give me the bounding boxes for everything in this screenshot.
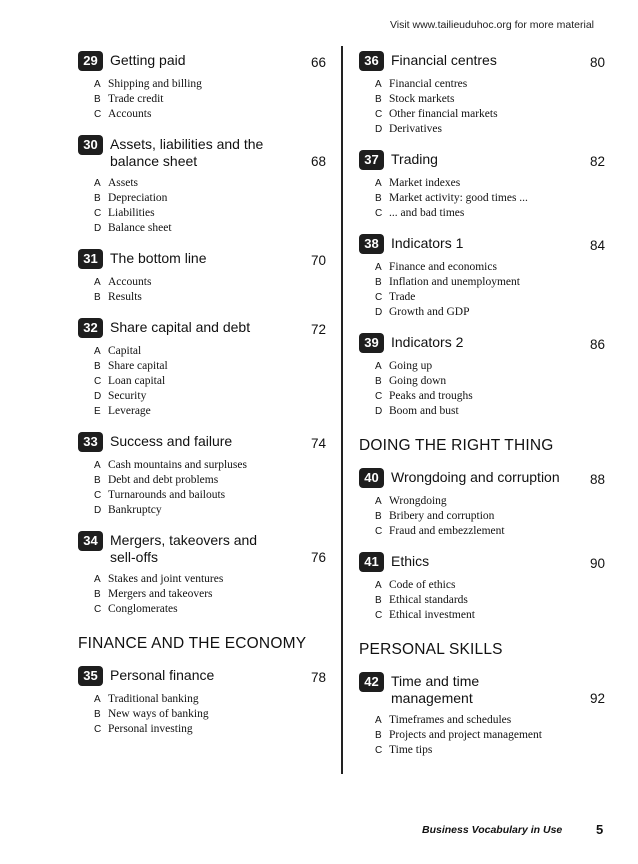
section-letter: C [375, 745, 383, 756]
section-item [375, 578, 605, 593]
section-letter: D [375, 307, 383, 318]
section-list [78, 77, 326, 122]
section-item [375, 92, 605, 107]
section-title: Code of ethics [389, 579, 456, 591]
unit-number-badge: 31 [78, 249, 103, 269]
column-divider [341, 46, 343, 774]
section-item [94, 707, 326, 722]
section-letter: B [94, 475, 101, 486]
unit-number-badge: 41 [359, 552, 384, 572]
section-letter: B [94, 589, 101, 600]
section-title: Results [108, 291, 142, 303]
section-letter: A [94, 277, 101, 288]
section-letter: C [375, 526, 383, 537]
unit-entry[interactable] [78, 532, 326, 617]
section-letter: D [94, 391, 102, 402]
section-item [375, 260, 605, 275]
unit-page-number: 78 [310, 670, 326, 685]
section-title: Financial centres [389, 78, 468, 90]
section-item [375, 176, 605, 191]
section-title: Growth and GDP [389, 306, 470, 318]
unit-number-badge: 35 [78, 666, 103, 686]
section-title: Market activity: good times ... [389, 192, 528, 204]
section-list [359, 260, 605, 320]
section-letter: B [375, 277, 382, 288]
section-item [94, 275, 326, 290]
section-title: Other financial markets [389, 108, 498, 120]
section-letter: C [94, 604, 102, 615]
section-title: Shipping and billing [108, 78, 202, 90]
section-title: Assets [108, 177, 139, 189]
section-title: Loan capital [108, 375, 166, 387]
unit-page-number: 90 [589, 556, 605, 571]
section-title: Bribery and corruption [389, 510, 495, 522]
section-item [375, 713, 605, 728]
section-title: Turnarounds and bailouts [108, 489, 226, 501]
section-item [375, 608, 605, 623]
section-list [359, 578, 605, 623]
unit-title[interactable]: Personal finance [110, 667, 215, 683]
section-letter: C [94, 724, 102, 735]
section-item [94, 221, 326, 236]
section-item [94, 692, 326, 707]
section-item [94, 458, 326, 473]
section-title: Liabilities [108, 207, 155, 219]
section-letter: A [94, 178, 101, 189]
section-list [359, 494, 605, 539]
unit-title[interactable]: Getting paid [110, 52, 186, 68]
unit-page-number: 88 [589, 472, 605, 487]
unit-title[interactable]: Ethics [391, 553, 430, 569]
section-item [94, 191, 326, 206]
section-list [359, 359, 605, 419]
section-letter: A [94, 79, 101, 90]
section-letter: D [94, 505, 102, 516]
section-title: Depreciation [108, 192, 168, 204]
section-letter: B [375, 595, 382, 606]
section-letter: E [94, 406, 101, 417]
section-letter: B [375, 376, 382, 387]
section-title: Wrongdoing [389, 495, 447, 507]
watermark-text: Visit www.tailieuduhoc.org for more material [389, 19, 594, 31]
section-item [375, 524, 605, 539]
unit-entry[interactable] [359, 151, 605, 221]
unit-entry[interactable] [78, 250, 326, 305]
unit-entry[interactable] [359, 334, 605, 419]
section-item [94, 290, 326, 305]
part-heading: FINANCE AND THE ECONOMY [78, 635, 307, 652]
section-item [375, 77, 605, 92]
unit-header [78, 667, 326, 686]
unit-entry[interactable] [78, 319, 326, 419]
section-item [94, 344, 326, 359]
section-title: Peaks and troughs [389, 390, 473, 402]
unit-entry[interactable] [78, 667, 326, 737]
unit-number-badge: 37 [359, 150, 384, 170]
section-item [375, 728, 605, 743]
unit-entry[interactable] [359, 52, 605, 137]
section-letter: A [375, 496, 382, 507]
section-list [359, 713, 605, 758]
unit-title[interactable]: Trading [391, 151, 438, 167]
unit-entry[interactable] [78, 136, 326, 236]
section-list [78, 176, 326, 236]
section-item [375, 389, 605, 404]
section-title: Accounts [108, 108, 152, 120]
unit-number-badge: 29 [78, 51, 103, 71]
unit-header [78, 250, 326, 269]
section-letter: A [375, 178, 382, 189]
unit-number-badge: 36 [359, 51, 384, 71]
section-letter: C [375, 391, 383, 402]
section-letter: D [375, 124, 383, 135]
unit-title[interactable]: Assets, liabilities and the balance sheet [110, 136, 264, 169]
section-item [94, 77, 326, 92]
section-item [94, 722, 326, 737]
section-letter: A [375, 580, 382, 591]
section-title: Finance and economics [389, 261, 497, 273]
section-letter: C [94, 208, 102, 219]
section-item [94, 473, 326, 488]
section-title: Conglomerates [108, 603, 178, 615]
section-title: Capital [108, 345, 142, 357]
section-letter: B [94, 193, 101, 204]
section-title: Going down [389, 375, 447, 387]
unit-title[interactable]: Time and time management [391, 673, 480, 706]
section-letter: B [375, 511, 382, 522]
section-title: Fraud and embezzlement [389, 525, 505, 537]
section-item [375, 509, 605, 524]
section-letter: B [94, 292, 101, 303]
section-item [375, 305, 605, 320]
section-item [94, 389, 326, 404]
unit-title[interactable]: Financial centres [391, 52, 497, 68]
section-item [375, 206, 605, 221]
section-letter: C [375, 292, 383, 303]
section-letter: D [94, 223, 102, 234]
section-item [375, 593, 605, 608]
section-title: Balance sheet [108, 222, 172, 234]
section-letter: C [375, 208, 383, 219]
unit-title[interactable]: Indicators 1 [391, 235, 464, 251]
unit-title[interactable]: Indicators 2 [391, 334, 464, 350]
section-item [94, 359, 326, 374]
section-item [94, 503, 326, 518]
section-item [375, 374, 605, 389]
part-heading: DOING THE RIGHT THING [359, 437, 554, 454]
unit-title[interactable]: The bottom line [110, 250, 207, 266]
section-list [78, 458, 326, 518]
section-title: Market indexes [389, 177, 461, 189]
section-title: Trade [389, 291, 416, 303]
section-letter: D [375, 406, 383, 417]
section-list [78, 275, 326, 305]
section-letter: A [94, 574, 101, 585]
unit-number-badge: 32 [78, 318, 103, 338]
section-letter: C [375, 109, 383, 120]
unit-page-number: 68 [310, 154, 326, 169]
contents-right-column [359, 52, 605, 772]
section-letter: B [375, 730, 382, 741]
section-title: Inflation and unemployment [389, 276, 520, 288]
unit-header [78, 136, 326, 170]
unit-page-number: 82 [589, 154, 605, 169]
unit-header [359, 52, 605, 71]
unit-entry[interactable] [78, 52, 326, 122]
section-title: Accounts [108, 276, 152, 288]
unit-header [359, 553, 605, 572]
unit-header [359, 235, 605, 254]
section-letter: A [94, 694, 101, 705]
unit-entry[interactable] [359, 553, 605, 623]
unit-header [78, 319, 326, 338]
section-item [94, 572, 326, 587]
section-title: Projects and project management [389, 729, 542, 741]
section-item [375, 107, 605, 122]
unit-number-badge: 34 [78, 531, 103, 551]
unit-header [359, 334, 605, 353]
unit-header [78, 532, 326, 566]
unit-title[interactable]: Mergers, takeovers and sell-offs [110, 532, 258, 565]
unit-number-badge: 33 [78, 432, 103, 452]
section-title: New ways of banking [108, 708, 209, 720]
section-item [375, 191, 605, 206]
unit-number-badge: 30 [78, 135, 103, 155]
section-list [359, 176, 605, 221]
section-letter: B [375, 94, 382, 105]
unit-header [359, 673, 605, 707]
unit-title[interactable]: Wrongdoing and corruption [391, 469, 560, 485]
section-title: Ethical standards [389, 594, 468, 606]
unit-page-number: 92 [589, 691, 605, 706]
section-item [375, 494, 605, 509]
section-title: Debt and debt problems [108, 474, 219, 486]
section-letter: B [94, 361, 101, 372]
unit-number-badge: 42 [359, 672, 384, 692]
section-letter: C [94, 376, 102, 387]
unit-page-number: 80 [589, 55, 605, 70]
section-title: Cash mountains and surpluses [108, 459, 247, 471]
unit-page-number: 72 [310, 322, 326, 337]
unit-page-number: 66 [310, 55, 326, 70]
unit-header [359, 151, 605, 170]
section-letter: B [94, 94, 101, 105]
section-title: Stakes and joint ventures [108, 573, 224, 585]
section-title: Leverage [108, 405, 151, 417]
section-title: Time tips [389, 744, 433, 756]
unit-entry[interactable] [359, 235, 605, 320]
section-list [359, 77, 605, 137]
section-letter: B [375, 193, 382, 204]
section-item [375, 743, 605, 758]
unit-number-badge: 40 [359, 468, 384, 488]
section-title: Trade credit [108, 93, 164, 105]
section-title: Security [108, 390, 147, 402]
section-title: Timeframes and schedules [389, 714, 512, 726]
section-item [375, 290, 605, 305]
section-title: Bankruptcy [108, 504, 162, 516]
unit-header [78, 433, 326, 452]
section-item [94, 488, 326, 503]
section-item [375, 122, 605, 137]
section-title: Personal investing [108, 723, 193, 735]
section-title: Share capital [108, 360, 168, 372]
unit-number-badge: 39 [359, 333, 384, 353]
section-title: ... and bad times [389, 207, 465, 219]
section-letter: C [94, 109, 102, 120]
section-item [94, 206, 326, 221]
unit-title[interactable]: Success and failure [110, 433, 233, 449]
section-title: Mergers and takeovers [108, 588, 213, 600]
contents-left-column [78, 52, 326, 751]
section-letter: A [375, 715, 382, 726]
section-letter: A [375, 361, 382, 372]
section-title: Ethical investment [389, 609, 475, 621]
section-item [94, 107, 326, 122]
section-title: Derivatives [389, 123, 443, 135]
section-letter: B [94, 709, 101, 720]
section-item [375, 275, 605, 290]
unit-entry[interactable] [359, 673, 605, 758]
unit-header [359, 469, 605, 488]
section-letter: C [94, 490, 102, 501]
section-letter: A [94, 346, 101, 357]
section-title: Boom and bust [389, 405, 459, 417]
section-title: Traditional banking [108, 693, 199, 705]
section-item [94, 404, 326, 419]
unit-page-number: 76 [310, 550, 326, 565]
unit-entry[interactable] [78, 433, 326, 518]
section-list [78, 344, 326, 419]
unit-entry[interactable] [359, 469, 605, 539]
section-item [94, 587, 326, 602]
section-item [94, 374, 326, 389]
section-item [94, 602, 326, 617]
footer-book-title: Business Vocabulary in Use [422, 824, 563, 836]
section-item [94, 92, 326, 107]
section-list [78, 572, 326, 617]
section-letter: A [375, 262, 382, 273]
unit-page-number: 70 [310, 253, 326, 268]
unit-number-badge: 38 [359, 234, 384, 254]
section-letter: A [94, 460, 101, 471]
section-item [375, 359, 605, 374]
unit-page-number: 84 [589, 238, 605, 253]
section-item [375, 404, 605, 419]
part-heading: PERSONAL SKILLS [359, 641, 503, 658]
unit-page-number: 74 [310, 436, 326, 451]
footer-page-number: 5 [596, 822, 604, 837]
section-list [78, 692, 326, 737]
section-letter: C [375, 610, 383, 621]
unit-title[interactable]: Share capital and debt [110, 319, 251, 335]
unit-page-number: 86 [589, 337, 605, 352]
section-title: Going up [389, 360, 433, 372]
section-item [94, 176, 326, 191]
unit-header [78, 52, 326, 71]
section-letter: A [375, 79, 382, 90]
section-title: Stock markets [389, 93, 455, 105]
